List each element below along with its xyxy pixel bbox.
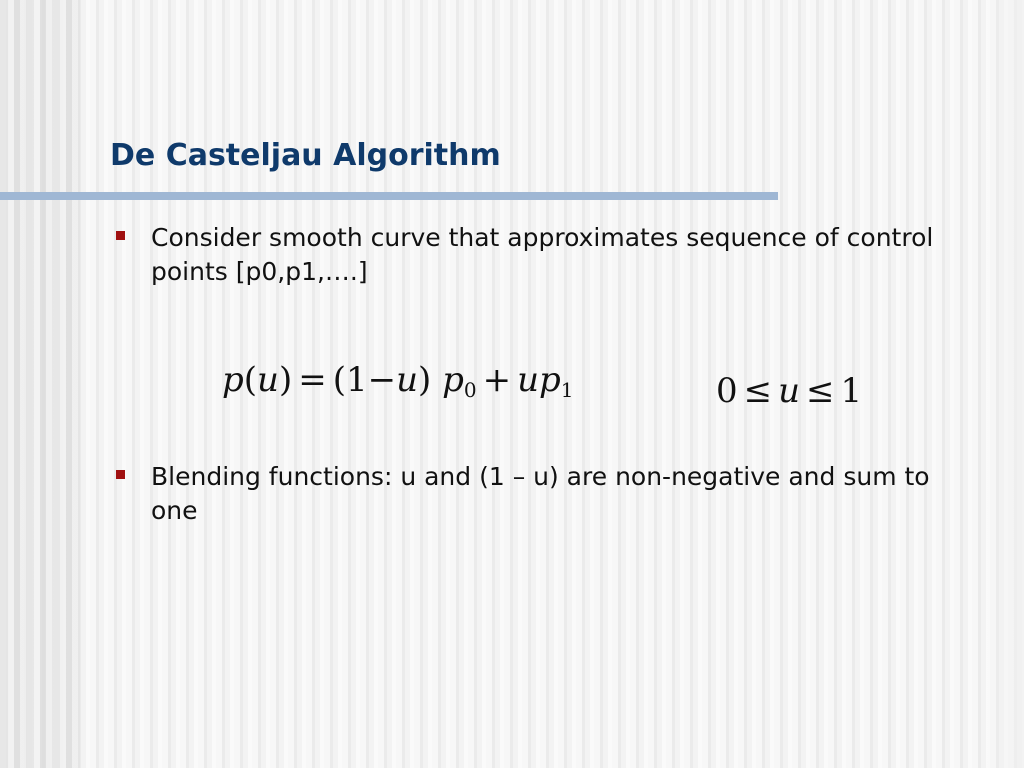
background-right-fade <box>984 0 1024 768</box>
formula-term1-point: p <box>442 360 464 400</box>
square-bullet-icon <box>116 231 125 240</box>
range-less-equal-2: ≤ <box>806 371 835 411</box>
formula-lhs-function: p <box>222 360 244 400</box>
bullet-text: Consider smooth curve that approximates sequence of control points [p0,p1,….] <box>151 223 934 286</box>
formula-term1-variable: u <box>396 360 419 400</box>
bezier-linear-formula <box>222 360 574 410</box>
range-less-equal-1: ≤ <box>743 371 773 411</box>
formula-term1-close: ) <box>418 360 432 400</box>
formula-lhs-variable: u <box>257 360 279 400</box>
range-high: 1 <box>840 371 863 411</box>
range-variable: u <box>778 371 801 411</box>
formula-term2: up <box>517 360 561 400</box>
formula-term1-open: (1 <box>332 360 368 400</box>
formula-plus-sign: + <box>482 360 512 400</box>
bullet-text: Blending functions: u and (1 – u) are non-negative and sum to one <box>151 462 930 525</box>
formula-lhs-open-paren: ( <box>243 360 258 400</box>
square-bullet-icon <box>116 470 125 479</box>
formula-term2-subscript: 1 <box>560 378 574 402</box>
formula-term1-subscript: 0 <box>463 378 477 402</box>
range-low: 0 <box>716 371 738 411</box>
background-left-stripes <box>0 0 80 768</box>
formula-equals-sign: = <box>298 360 327 400</box>
formula-lhs-close-paren: ) <box>278 360 293 400</box>
parameter-range-formula <box>716 371 862 411</box>
slide-title: De Casteljau Algorithm <box>110 138 501 173</box>
formula-minus-sign: − <box>367 360 397 400</box>
title-underline-bar <box>0 192 778 200</box>
